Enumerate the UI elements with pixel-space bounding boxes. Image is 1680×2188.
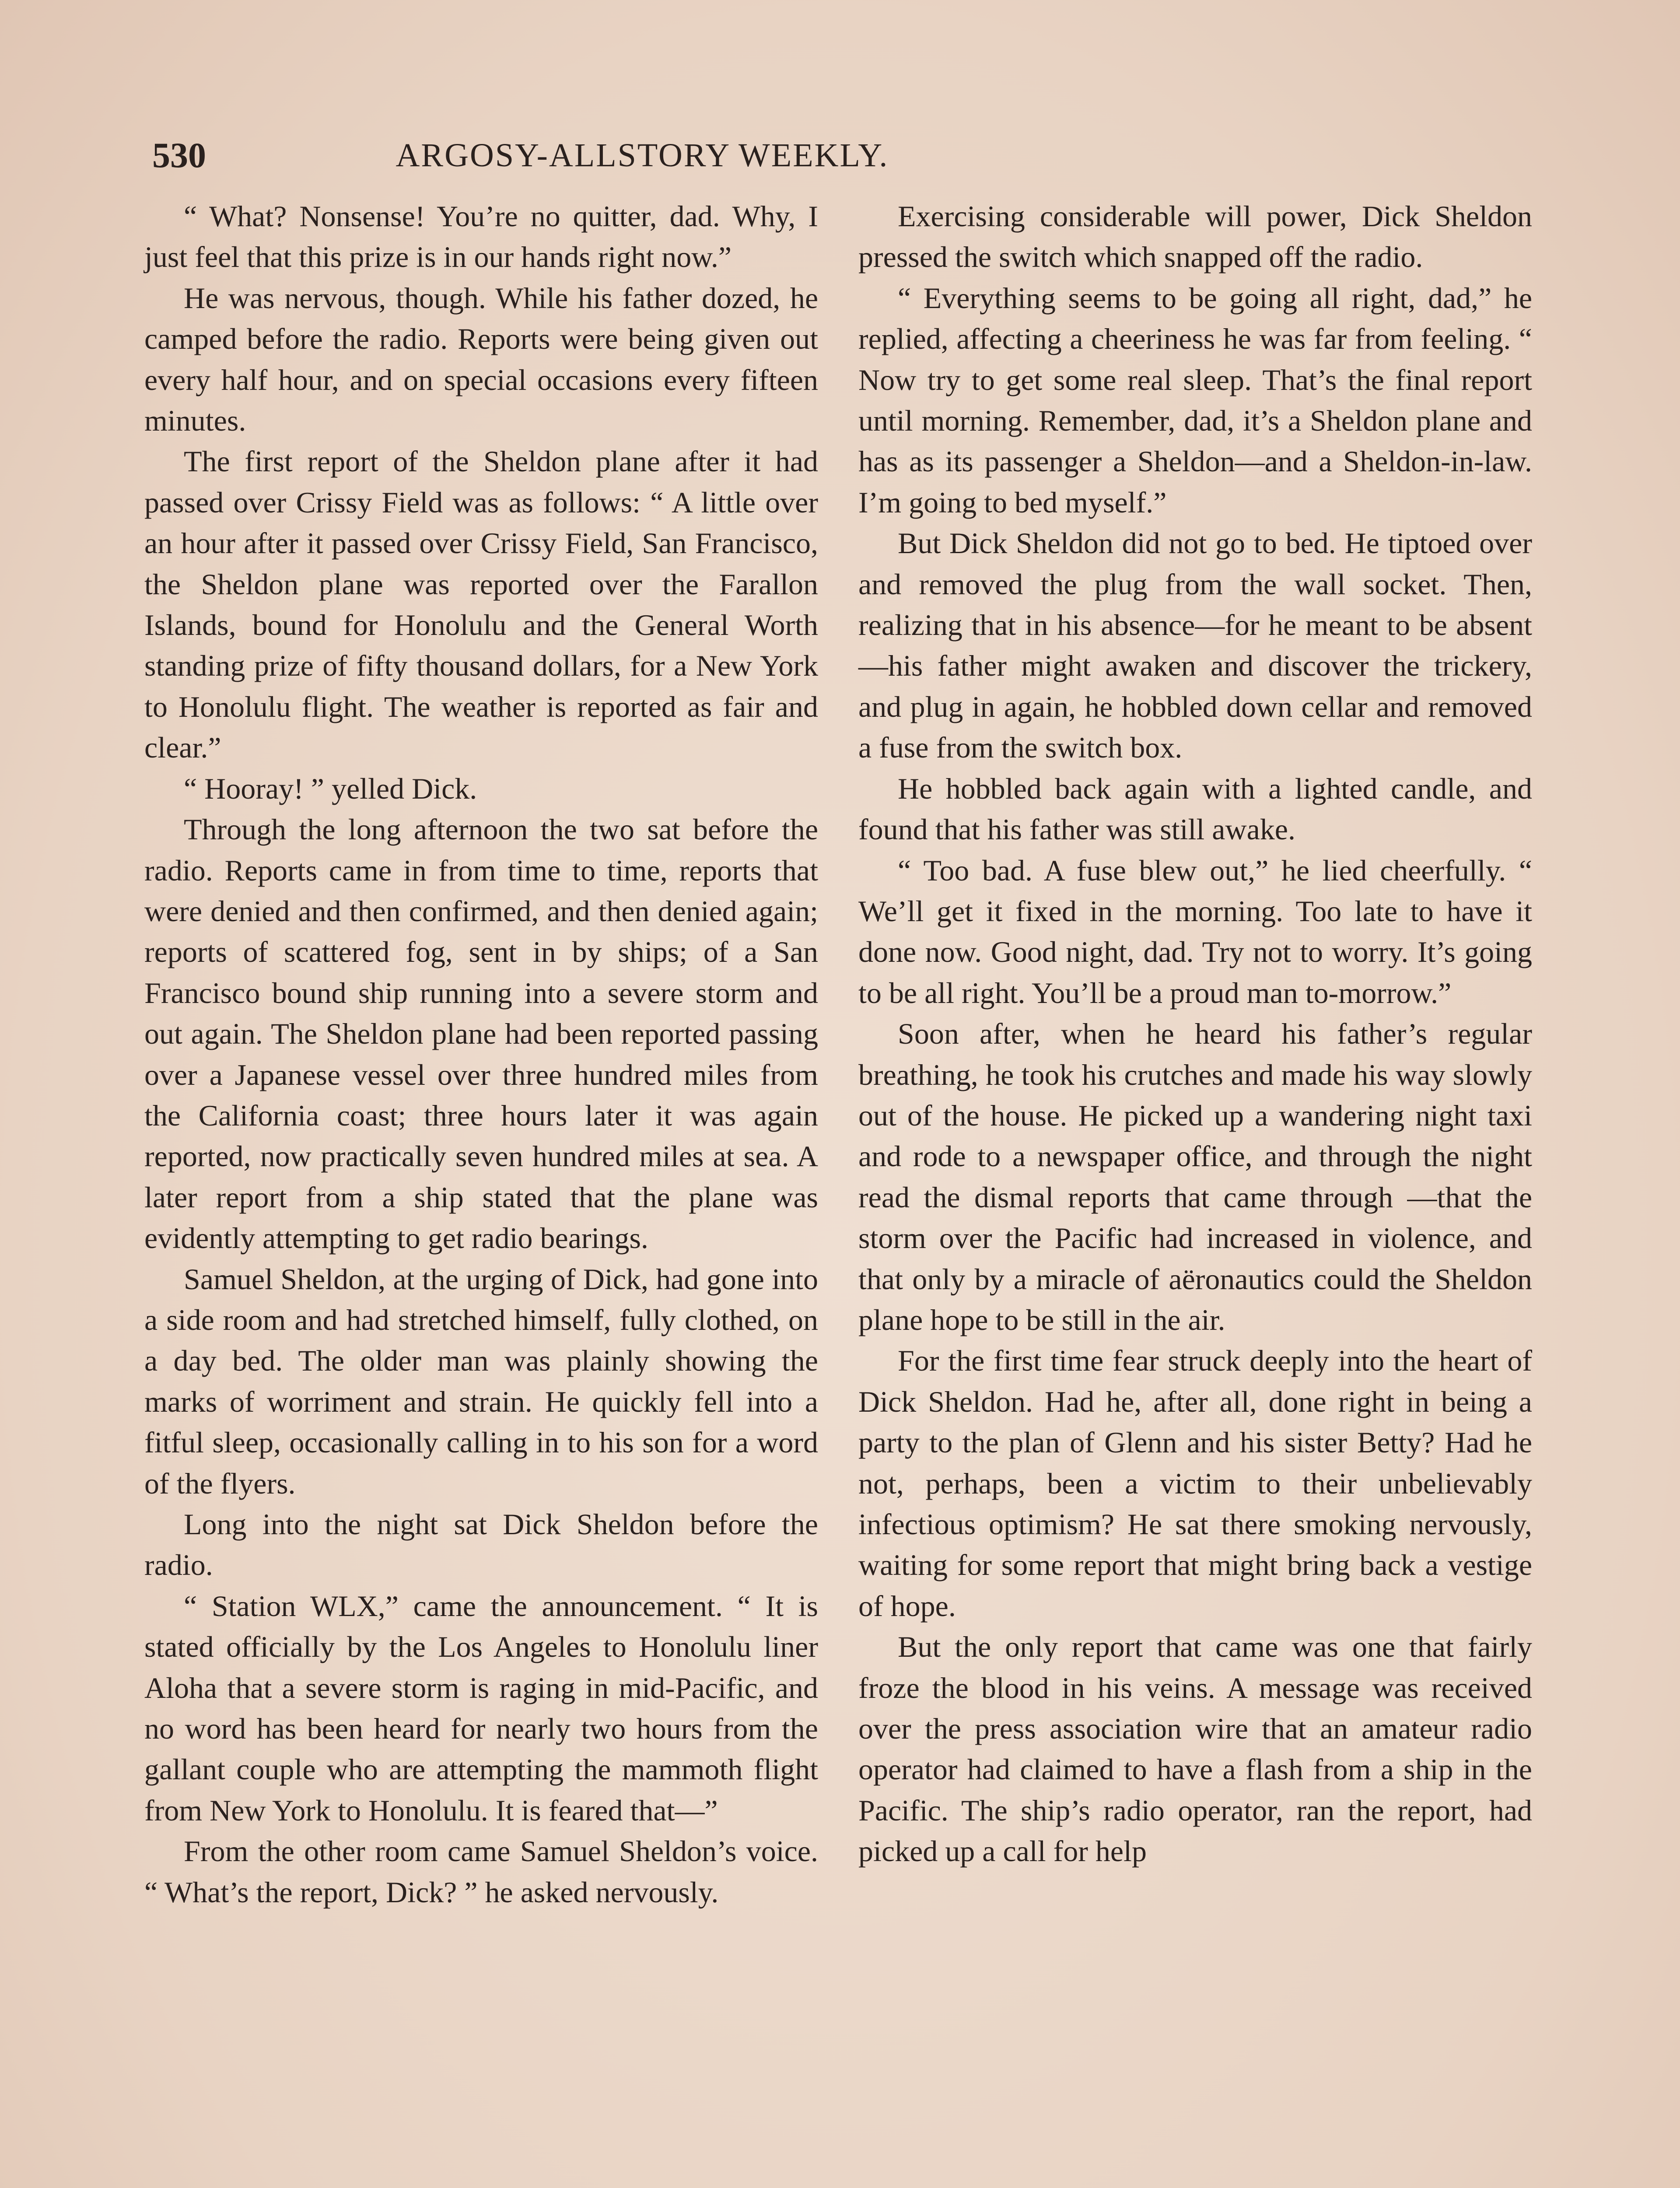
running-title: ARGOSY-ALLSTORY WEEKLY. (396, 137, 889, 174)
paragraph: Exercising considerable will power, Dick Sheldon pressed the switch which snapped off the radio. (858, 200, 1532, 274)
paragraph: But the only report that came was one that fairly froze the blood in his veins. A message was received over the press association wire that an amateur radio operator had claimed to have a flash from a ship in the Pacific. The ship’s radio operator, ran the report, had picked up a call for help (858, 1630, 1532, 1868)
paragraph: Soon after, when he heard his father’s regular breathing, he took his crutches and made his way slowly out of the house. He picked up a wandering night taxi and rode to a newspaper office, and through the night read the dismal reports that came through —that the storm over the Pacific had increased in violence, and that only by a miracle of aëronautics could the Sheldon plane hope to be still in the air. (858, 1017, 1532, 1336)
paragraph: The first report of the Sheldon plane after it had passed over Crissy Field was as follows: “ A little over an hour after it passed over Crissy Field, San Francisco, the Sheldon plane was reported over the Farallon Islands, bound for Honolulu and the General Worth standing prize of fifty thousand dollars, for a New York to Honolulu flight. The weather is reported as fair and clear.” (144, 445, 818, 764)
paragraph: “ Everything seems to be going all right, dad,” he replied, affecting a cheeriness he was far from feeling. “ Now try to get some real sleep. That’s the final report until morning. Remember, dad, it’s a Sheldon plane and has as its passenger a Sheldon—and a Sheldon-in-law. I’m going to bed myself.” (858, 281, 1532, 519)
paragraph: Long into the night sat Dick Sheldon before the radio. (144, 1508, 818, 1582)
paragraph: From the other room came Samuel Sheldon’s voice. “ What’s the report, Dick? ” he asked nervously. (144, 1834, 818, 1909)
paragraph: “ Hooray! ” yelled Dick. (184, 771, 477, 805)
page-number: 530 (152, 135, 206, 175)
paragraph: For the first time fear struck deeply into the heart of Dick Sheldon. Had he, after all, done right in being a party to the plan of Glenn and his sister Betty? Had he not, perhaps, been a victim to their unbelievably infectious optimism? He sat there smoking nervously, waiting for some report that might bring back a vestige of hope. (858, 1344, 1532, 1623)
paragraph: Through the long afternoon the two sat before the radio. Reports came in from time to time, reports that were denied and then confirmed, and then denied again; reports of scattered fog, sent in by ships; of a San Francisco bound ship running into a severe storm and out again. The Sheldon plane had been reported passing over a Japanese vessel over three hundred miles from the California coast; three hours later it was again reported, now practically seven hundred miles at sea. A later report from a ship stated that the plane was evidently attempting to get radio bearings. (144, 813, 818, 1255)
paragraph: But Dick Sheldon did not go to bed. He tiptoed over and removed the plug from the wall socket. Then, realizing that in his absence—for he meant to be absent—his father might awaken and discover the trickery, and plug in again, he hobbled down cellar and removed a fuse from the switch box. (858, 526, 1532, 764)
paragraph: Samuel Sheldon, at the urging of Dick, had gone into a side room and had stretched himself, fully clothed, on a day bed. The older man was plainly showing the marks of worriment and strain. He quickly fell into a fitful sleep, occasionally calling in to his son for a word of the flyers. (144, 1262, 818, 1500)
paragraph: He was nervous, though. While his father dozed, he camped before the radio. Reports were being given out every half hour, and on special occasions every fifteen minutes. (144, 281, 818, 438)
right-column (858, 196, 1532, 1872)
paragraph: “ What? Nonsense! You’re no quitter, dad. Why, I just feel that this prize is in our hands right now.” (144, 200, 818, 274)
left-column (144, 196, 818, 1913)
page-header (152, 131, 1132, 179)
paragraph: He hobbled back again with a lighted candle, and found that his father was still awake. (858, 771, 1532, 846)
paragraph: “ Station WLX,” came the announcement. “ It is stated officially by the Los Angeles to Honolulu liner Aloha that a severe storm is raging in mid-Pacific, and no word has been heard for nearly two hours from the gallant couple who are attempting the mammoth flight from New York to Honolulu. It is feared that—” (144, 1589, 818, 1827)
paragraph: “ Too bad. A fuse blew out,” he lied cheerfully. “ We’ll get it fixed in the morning. Too late to have it done now. Good night, dad. Try not to worry. It’s going to be all right. You’ll be a proud man to-morrow.” (858, 853, 1532, 1010)
